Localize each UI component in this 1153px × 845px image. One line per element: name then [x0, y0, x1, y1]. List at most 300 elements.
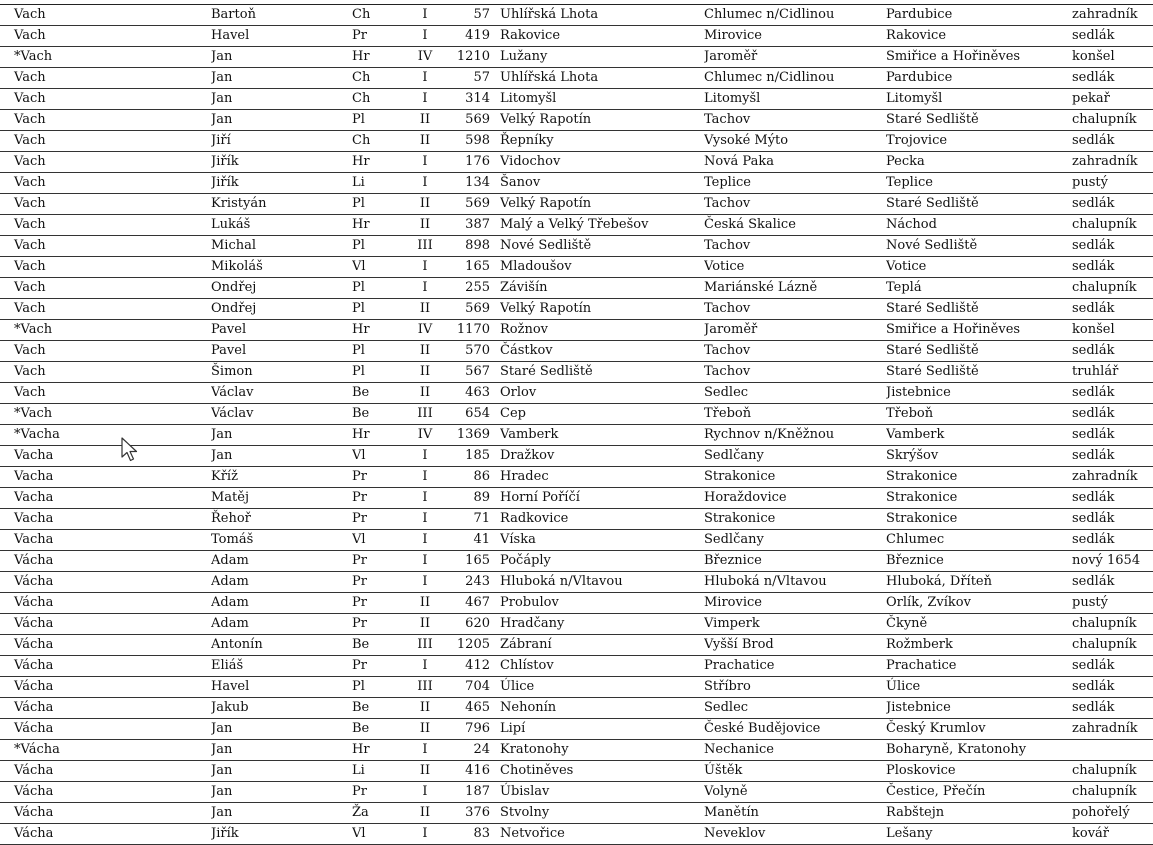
cell-page: 567	[440, 362, 500, 383]
cell-page: 898	[440, 236, 500, 257]
cell-surname: Vacha	[0, 467, 211, 488]
cell-parish: Orlík, Zvíkov	[886, 593, 1072, 614]
table-row	[0, 677, 1153, 698]
cell-village: Stvolny	[500, 803, 704, 824]
cell-parish: Staré Sedliště	[886, 341, 1072, 362]
table-row	[0, 530, 1153, 551]
cell-parish: Rabštejn	[886, 803, 1072, 824]
cell-village: Dražkov	[500, 446, 704, 467]
cell-village: Velký Rapotín	[500, 110, 704, 131]
cell-status: zahradník	[1072, 5, 1153, 26]
cell-status: sedlák	[1072, 509, 1153, 530]
cell-surname: Vácha	[0, 551, 211, 572]
cell-village: Závišín	[500, 278, 704, 299]
cell-volume: III	[410, 236, 440, 257]
table-row	[0, 383, 1153, 404]
cell-estate: Tachov	[704, 236, 886, 257]
cell-village: Horní Poříčí	[500, 488, 704, 509]
cell-surname: Vach	[0, 5, 211, 26]
cell-given-name: Václav	[211, 383, 352, 404]
cell-surname: Vach	[0, 131, 211, 152]
cell-volume: IV	[410, 320, 440, 341]
cell-parish: Nové Sedliště	[886, 236, 1072, 257]
cell-parish: Trojovice	[886, 131, 1072, 152]
table-row	[0, 782, 1153, 803]
cell-surname: Vácha	[0, 614, 211, 635]
cell-surname: *Vach	[0, 47, 211, 68]
cell-estate: Litomyšl	[704, 89, 886, 110]
cell-region: Ch	[352, 5, 410, 26]
cell-given-name: Jiřík	[211, 824, 352, 845]
cell-volume: I	[410, 572, 440, 593]
cell-village: Malý a Velký Třebešov	[500, 215, 704, 236]
cell-region: Pr	[352, 488, 410, 509]
cell-status: sedlák	[1072, 68, 1153, 89]
cell-estate: Neveklov	[704, 824, 886, 845]
cell-village: Chotiněves	[500, 761, 704, 782]
cell-status: sedlák	[1072, 446, 1153, 467]
cell-given-name: Tomáš	[211, 530, 352, 551]
cell-volume: I	[410, 173, 440, 194]
cell-surname: Vácha	[0, 719, 211, 740]
cell-given-name: Jan	[211, 782, 352, 803]
cell-region: Pr	[352, 509, 410, 530]
cell-volume: III	[410, 635, 440, 656]
cell-parish: Čkyně	[886, 614, 1072, 635]
cell-parish: Teplá	[886, 278, 1072, 299]
cell-given-name: Ondřej	[211, 278, 352, 299]
cell-village: Rožnov	[500, 320, 704, 341]
cell-volume: II	[410, 110, 440, 131]
cell-given-name: Jiřík	[211, 173, 352, 194]
cell-village: Cep	[500, 404, 704, 425]
cell-region: Pr	[352, 26, 410, 47]
cell-surname: Vacha	[0, 530, 211, 551]
cell-surname: Vácha	[0, 824, 211, 845]
cell-parish: Lešany	[886, 824, 1072, 845]
cell-region: Ch	[352, 89, 410, 110]
cell-page: 465	[440, 698, 500, 719]
table-row	[0, 257, 1153, 278]
cell-page: 654	[440, 404, 500, 425]
cell-given-name: Jakub	[211, 698, 352, 719]
cell-volume: I	[410, 551, 440, 572]
table-row	[0, 299, 1153, 320]
cell-estate: Nová Paka	[704, 152, 886, 173]
cell-page: 243	[440, 572, 500, 593]
cell-page: 89	[440, 488, 500, 509]
table-row	[0, 236, 1153, 257]
cell-region: Pr	[352, 614, 410, 635]
cell-page: 598	[440, 131, 500, 152]
cell-parish: Rakovice	[886, 26, 1072, 47]
cell-volume: II	[410, 215, 440, 236]
cell-volume: I	[410, 152, 440, 173]
cell-volume: I	[410, 257, 440, 278]
cell-estate: Březnice	[704, 551, 886, 572]
cell-region: Li	[352, 173, 410, 194]
cell-given-name: Eliáš	[211, 656, 352, 677]
cell-given-name: Řehoř	[211, 509, 352, 530]
cell-given-name: Šimon	[211, 362, 352, 383]
table-row	[0, 425, 1153, 446]
cell-parish: Strakonice	[886, 488, 1072, 509]
table-row	[0, 26, 1153, 47]
table-row	[0, 5, 1153, 26]
cell-region: Be	[352, 698, 410, 719]
cell-page: 1170	[440, 320, 500, 341]
cell-status: chalupník	[1072, 761, 1153, 782]
cell-volume: III	[410, 677, 440, 698]
cell-page: 1210	[440, 47, 500, 68]
cell-volume: II	[410, 761, 440, 782]
cell-region: Vl	[352, 257, 410, 278]
cell-village: Úbislav	[500, 782, 704, 803]
cell-volume: I	[410, 824, 440, 845]
cell-region: Pl	[352, 341, 410, 362]
cell-region: Be	[352, 719, 410, 740]
cell-estate: Strakonice	[704, 467, 886, 488]
cell-estate: Mirovice	[704, 26, 886, 47]
cell-volume: II	[410, 362, 440, 383]
table-row	[0, 656, 1153, 677]
cell-volume: II	[410, 194, 440, 215]
table-row	[0, 593, 1153, 614]
cell-given-name: Kříž	[211, 467, 352, 488]
cell-status: pekař	[1072, 89, 1153, 110]
cell-volume: II	[410, 614, 440, 635]
cell-page: 569	[440, 194, 500, 215]
cell-estate: Tachov	[704, 299, 886, 320]
cell-volume: II	[410, 698, 440, 719]
cell-page: 387	[440, 215, 500, 236]
cell-volume: I	[410, 509, 440, 530]
cell-region: Hr	[352, 740, 410, 761]
cell-village: Hluboká n/Vltavou	[500, 572, 704, 593]
table-row	[0, 68, 1153, 89]
table-row	[0, 194, 1153, 215]
cell-status: zahradník	[1072, 719, 1153, 740]
cell-estate: Jaroměř	[704, 47, 886, 68]
cell-surname: Vach	[0, 299, 211, 320]
cell-region: Hr	[352, 47, 410, 68]
cell-estate: Mirovice	[704, 593, 886, 614]
table-row	[0, 446, 1153, 467]
cell-given-name: Jan	[211, 446, 352, 467]
cell-status: kovář	[1072, 824, 1153, 845]
cell-page: 165	[440, 257, 500, 278]
cell-page: 185	[440, 446, 500, 467]
cell-region: Hr	[352, 425, 410, 446]
cell-page: 314	[440, 89, 500, 110]
cell-page: 569	[440, 110, 500, 131]
cell-village: Vidochov	[500, 152, 704, 173]
cell-page: 24	[440, 740, 500, 761]
cell-parish: Rožmberk	[886, 635, 1072, 656]
cell-page: 57	[440, 5, 500, 26]
cell-volume: II	[410, 719, 440, 740]
cell-surname: Vach	[0, 278, 211, 299]
cell-given-name: Kristyán	[211, 194, 352, 215]
cell-surname: Vácha	[0, 761, 211, 782]
cell-estate: Sedlčany	[704, 530, 886, 551]
cell-parish: Březnice	[886, 551, 1072, 572]
cell-village: Probulov	[500, 593, 704, 614]
cell-parish: Úlice	[886, 677, 1072, 698]
table-row	[0, 551, 1153, 572]
table-row	[0, 719, 1153, 740]
cell-status: chalupník	[1072, 614, 1153, 635]
cell-volume: I	[410, 740, 440, 761]
cell-status: pohořelý	[1072, 803, 1153, 824]
cell-status: chalupník	[1072, 110, 1153, 131]
cell-page: 176	[440, 152, 500, 173]
cell-region: Pr	[352, 656, 410, 677]
cell-parish: Strakonice	[886, 509, 1072, 530]
cell-surname: Vácha	[0, 698, 211, 719]
cell-estate: Tachov	[704, 341, 886, 362]
cell-region: Hr	[352, 152, 410, 173]
cell-volume: II	[410, 131, 440, 152]
table-row	[0, 110, 1153, 131]
cell-surname: Vacha	[0, 446, 211, 467]
cell-region: Ža	[352, 803, 410, 824]
cell-status: pustý	[1072, 593, 1153, 614]
cell-surname: Vácha	[0, 803, 211, 824]
cell-region: Pl	[352, 362, 410, 383]
cell-page: 570	[440, 341, 500, 362]
cell-estate: Votice	[704, 257, 886, 278]
cell-page: 57	[440, 68, 500, 89]
cell-page: 569	[440, 299, 500, 320]
cell-status: sedlák	[1072, 656, 1153, 677]
cell-given-name: Jiřík	[211, 152, 352, 173]
table-row	[0, 215, 1153, 236]
cell-given-name: Pavel	[211, 341, 352, 362]
table-row	[0, 404, 1153, 425]
cell-surname: Vach	[0, 383, 211, 404]
cell-volume: I	[410, 467, 440, 488]
cell-region: Be	[352, 635, 410, 656]
cell-village: Víska	[500, 530, 704, 551]
cell-status: sedlák	[1072, 698, 1153, 719]
cell-surname: Vácha	[0, 677, 211, 698]
cell-surname: *Vacha	[0, 425, 211, 446]
cell-region: Vl	[352, 824, 410, 845]
cell-surname: Vácha	[0, 656, 211, 677]
cell-given-name: Václav	[211, 404, 352, 425]
cell-status: sedlák	[1072, 299, 1153, 320]
cell-surname: Vach	[0, 110, 211, 131]
cell-estate: Strakonice	[704, 509, 886, 530]
cell-estate: Horaždovice	[704, 488, 886, 509]
cell-volume: III	[410, 404, 440, 425]
cell-village: Vamberk	[500, 425, 704, 446]
cell-status: sedlák	[1072, 236, 1153, 257]
cell-estate: Volyně	[704, 782, 886, 803]
cell-status: sedlák	[1072, 677, 1153, 698]
cell-page: 376	[440, 803, 500, 824]
cell-village: Nehonín	[500, 698, 704, 719]
cell-status: konšel	[1072, 320, 1153, 341]
cell-volume: IV	[410, 47, 440, 68]
cell-volume: I	[410, 89, 440, 110]
cell-region: Pr	[352, 467, 410, 488]
cell-parish: Staré Sedliště	[886, 110, 1072, 131]
cell-given-name: Jiří	[211, 131, 352, 152]
cell-status: truhlář	[1072, 362, 1153, 383]
records-table	[0, 5, 1153, 845]
cell-volume: I	[410, 530, 440, 551]
cell-village: Chlístov	[500, 656, 704, 677]
cell-given-name: Bartoň	[211, 5, 352, 26]
cell-status: sedlák	[1072, 257, 1153, 278]
cell-surname: Vacha	[0, 509, 211, 530]
cell-page: 1369	[440, 425, 500, 446]
cell-region: Pl	[352, 677, 410, 698]
cell-village: Částkov	[500, 341, 704, 362]
cell-page: 467	[440, 593, 500, 614]
cell-village: Litomyšl	[500, 89, 704, 110]
cell-status: pustý	[1072, 173, 1153, 194]
table-row	[0, 152, 1153, 173]
cell-surname: Vach	[0, 26, 211, 47]
cell-volume: I	[410, 278, 440, 299]
cell-status: chalupník	[1072, 215, 1153, 236]
cell-volume: I	[410, 656, 440, 677]
cell-village: Uhlířská Lhota	[500, 68, 704, 89]
cell-village: Velký Rapotín	[500, 194, 704, 215]
cell-parish: Ploskovice	[886, 761, 1072, 782]
cell-given-name: Jan	[211, 761, 352, 782]
cell-page: 41	[440, 530, 500, 551]
table-row	[0, 614, 1153, 635]
cell-parish: Votice	[886, 257, 1072, 278]
cell-region: Pr	[352, 593, 410, 614]
cell-parish: Staré Sedliště	[886, 299, 1072, 320]
cell-status: chalupník	[1072, 782, 1153, 803]
cell-parish: Třeboň	[886, 404, 1072, 425]
cell-page: 416	[440, 761, 500, 782]
cell-surname: Vach	[0, 257, 211, 278]
cell-parish: Pardubice	[886, 5, 1072, 26]
cell-volume: II	[410, 803, 440, 824]
cell-given-name: Adam	[211, 572, 352, 593]
cell-status: zahradník	[1072, 152, 1153, 173]
cell-page: 165	[440, 551, 500, 572]
cell-page: 83	[440, 824, 500, 845]
cell-status: sedlák	[1072, 425, 1153, 446]
cell-estate: Teplice	[704, 173, 886, 194]
cell-page: 1205	[440, 635, 500, 656]
cell-surname: Vach	[0, 89, 211, 110]
cell-region: Hr	[352, 215, 410, 236]
cell-parish: Teplice	[886, 173, 1072, 194]
cell-region: Ch	[352, 68, 410, 89]
cell-estate: Tachov	[704, 194, 886, 215]
cell-village: Lipí	[500, 719, 704, 740]
cell-page: 704	[440, 677, 500, 698]
table-row	[0, 698, 1153, 719]
cell-given-name: Adam	[211, 614, 352, 635]
cell-region: Pl	[352, 299, 410, 320]
table-row	[0, 761, 1153, 782]
cell-volume: II	[410, 299, 440, 320]
cell-village: Hradec	[500, 467, 704, 488]
cell-given-name: Jan	[211, 740, 352, 761]
cell-given-name: Adam	[211, 551, 352, 572]
cell-estate: Sedlec	[704, 383, 886, 404]
cell-parish: Náchod	[886, 215, 1072, 236]
cell-region: Pl	[352, 236, 410, 257]
table-row	[0, 635, 1153, 656]
cell-estate: Rychnov n/Kněžnou	[704, 425, 886, 446]
cell-parish: Pardubice	[886, 68, 1072, 89]
cell-given-name: Havel	[211, 26, 352, 47]
cell-volume: I	[410, 68, 440, 89]
table-row	[0, 572, 1153, 593]
cell-page: 419	[440, 26, 500, 47]
cell-parish: Jistebnice	[886, 383, 1072, 404]
cell-page: 463	[440, 383, 500, 404]
cell-surname: Vach	[0, 236, 211, 257]
cell-volume: I	[410, 488, 440, 509]
table-row	[0, 509, 1153, 530]
cell-parish: Chlumec	[886, 530, 1072, 551]
cell-page: 86	[440, 467, 500, 488]
cell-parish: Skrýšov	[886, 446, 1072, 467]
cell-estate: Manětín	[704, 803, 886, 824]
cell-given-name: Antonín	[211, 635, 352, 656]
cell-village: Uhlířská Lhota	[500, 5, 704, 26]
cell-estate: Třeboň	[704, 404, 886, 425]
cell-surname: Vach	[0, 152, 211, 173]
cell-given-name: Adam	[211, 593, 352, 614]
cell-given-name: Jan	[211, 425, 352, 446]
cell-estate: Chlumec n/Cidlinou	[704, 68, 886, 89]
cell-surname: Vach	[0, 68, 211, 89]
cell-region: Pl	[352, 194, 410, 215]
cell-status: sedlák	[1072, 530, 1153, 551]
table-row	[0, 362, 1153, 383]
cell-parish: Hluboká, Dříteň	[886, 572, 1072, 593]
cell-volume: I	[410, 26, 440, 47]
cell-status: zahradník	[1072, 467, 1153, 488]
cell-village: Staré Sedliště	[500, 362, 704, 383]
cell-given-name: Jan	[211, 47, 352, 68]
cell-estate: Chlumec n/Cidlinou	[704, 5, 886, 26]
table-row	[0, 824, 1153, 845]
cell-estate: Mariánské Lázně	[704, 278, 886, 299]
cell-surname: Vach	[0, 341, 211, 362]
cell-region: Pl	[352, 278, 410, 299]
cell-status: chalupník	[1072, 278, 1153, 299]
cell-given-name: Lukáš	[211, 215, 352, 236]
cell-page: 187	[440, 782, 500, 803]
cell-volume: I	[410, 782, 440, 803]
cell-region: Be	[352, 404, 410, 425]
cell-village: Šanov	[500, 173, 704, 194]
table-row	[0, 320, 1153, 341]
cell-village: Řepníky	[500, 131, 704, 152]
cell-surname: *Vácha	[0, 740, 211, 761]
cell-given-name: Pavel	[211, 320, 352, 341]
cell-given-name: Matěj	[211, 488, 352, 509]
cell-volume: II	[410, 593, 440, 614]
cell-given-name: Jan	[211, 89, 352, 110]
cell-region: Pr	[352, 551, 410, 572]
table-row	[0, 488, 1153, 509]
